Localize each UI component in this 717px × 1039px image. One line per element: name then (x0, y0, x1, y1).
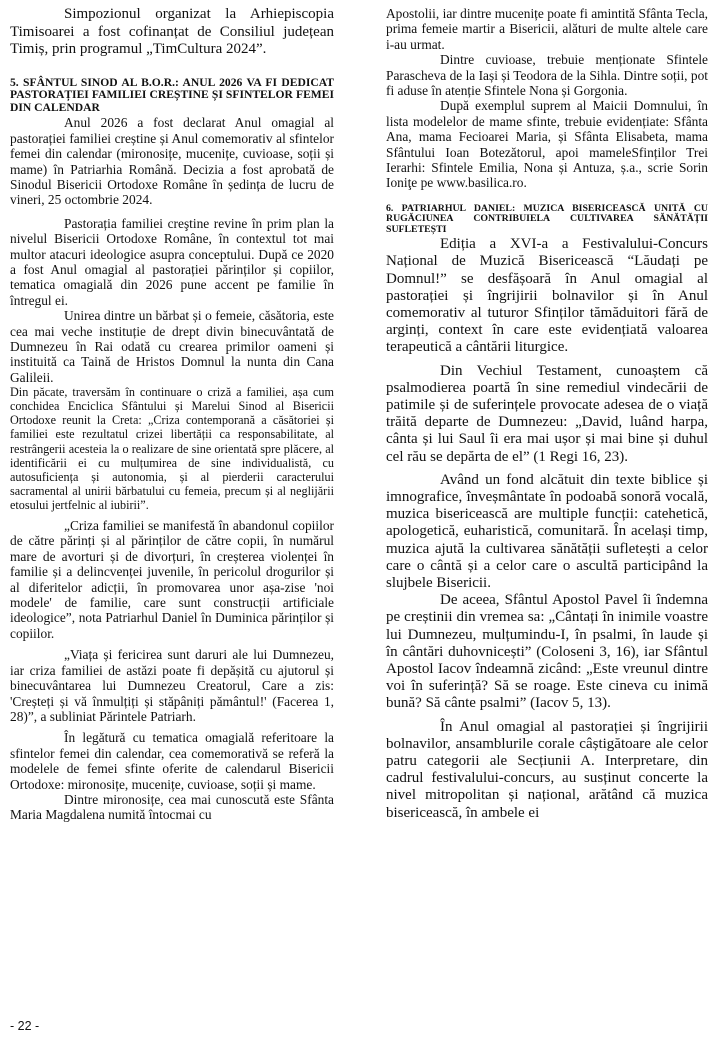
right-paragraph-4: Ediția a XVI-a a Festivalului-Concurs Național de Muzică Bisericească “Lăudați pe Domnul!” se desfășoară în Anul omagial al pastorației și îngrijirii bolnavilor și în Anul comemorativ al tuturor Sfinților tămăduitori fără de arginți, context în care este evidențiată valoarea terapeutică a cântării liturgice. (386, 236, 708, 356)
right-paragraph-7: De aceea, Sfântul Apostol Pavel îi îndemna pe creștinii din vremea sa: „Cântați în inimile voastre lui Dumnezeu, mulțumindu-I, în psalmi, în laude și în cântări duhovnicești” (Coloseni 3, 16), iar Sfântul Apostol Iacov îndeamnă zicând: „Este vreunul dintre voi în suferință? Să se roage. Este cineva cu inimă bună? Să cânte psalmi” (Iacov 5, 13). (386, 592, 708, 712)
left-column (10, 6, 334, 823)
left-paragraph-6: „Viața și fericirea sunt daruri ale lui Dumnezeu, iar criza familiei de astăzi poate fi depășită cu ajutorul și binecuvântarea lui Dumnezeu Creatorul, Care a zis: 'Creșteți și vă înmulțiți și stăpâniți pământul!' (Facerea 1, 28)”, a subliniat Părintele Patriarh. (10, 647, 334, 724)
left-paragraph-3: Unirea dintre un bărbat și o femeie, căsătoria, este cea mai veche instituție de drept divin binecuvântată de Dumnezeu în Rai odată cu crearea primilor oameni și instituită ca Taină de Hristos Domnul la nunta din Cana Galileii. (10, 308, 334, 385)
right-paragraph-2: Dintre cuvioase, trebuie menționate Sfintele Parascheva de la Iași și Teodora de la Sihla. Dintre soții, pot fi aduse în atenție Sfintele Nona și Gorgonia. (386, 52, 708, 99)
right-column (386, 6, 708, 822)
left-paragraph-4: Din păcate, traversăm în continuare o criză a familiei, așa cum conchidea Enciclica Sfântului și Marelui Sinod al Bisericii Ortodoxe reunit la Creta: „Criza contemporană a căsătoriei și familiei este rezultatul crizei libertății ca responsabilitate, al restrângerii acesteia la o realizare de sine orientată spre plăcere, al identificării ei cu mulțumirea de sine individualistă, cu autosuficiența și autonomia, și al pierderii caracterului sacramental al unirii bărbatului cu femeia, precum și al neglijării etosului jertfelnic al iubirii”. (10, 385, 334, 512)
left-paragraph-1: Anul 2026 a fost declarat Anul omagial al pastorației familiei creștine și Anul comemorativ al sfintelor femei din calendar (mironosițe, mucenițe, cuvioase, soții și mame) în Patriarhia Română. Decizia a fost aprobată de Sinodul Bisericii Ortodoxe Române în ședința de lucru de vineri, 25 octombrie 2024. (10, 115, 334, 208)
right-paragraph-5: Din Vechiul Testament, cunoaștem că psalmodierea poartă în sine remediul vindecării de patimile și de suferințele provocate adesea de o viață trăită departe de Dumnezeu: „David, luând harpa, cânta și lui Saul îi era mai ușor și mai bine și duhul cel rău se depărta de el” (1 Regi 16, 23). (386, 362, 708, 465)
section-6-heading: 6. PATRIARHUL DANIEL: MUZICA BISERICEASCĂ UNITĂ CU RUGĂCIUNEA CONTRIBUIELA CULTIVAREA SĂNĂTĂȚII SUFLETEȘTI (386, 202, 708, 235)
section-5-heading: 5. SFÂNTUL SINOD AL B.O.R.: ANUL 2026 VA FI DEDICAT PASTORAȚIEI FAMILIEI CREȘTINE ȘI SFINTELOR FEMEI DIN CALENDAR (10, 75, 334, 114)
left-paragraph-8: Dintre mironosițe, cea mai cunoscută este Sfânta Maria Magdalena numită întocmai cu (10, 791, 334, 823)
right-paragraph-1: Apostolii, iar dintre mucenițe poate fi amintită Sfânta Tecla, prima femeie martir a Bisericii, alături de multe altele care i-au urmat. (386, 6, 708, 52)
left-paragraph-5: „Criza familiei se manifestă în abandonul copiilor de către părinți și al părinților de către copii, în numărul mare de avorturi și de divorțuri, în creșterea violenței în familie și a delincvenței juvenile, în pericolul drogurilor și al diferitelor adicții, în promovarea unor așa-zise 'noi modele' de familie, care sunt construcții artificiale ideologice”, nota Patriarhul Daniel în Duminica părinților și copiilor. (10, 518, 334, 641)
right-paragraph-6: Având un fond alcătuit din texte biblice și imnografice, înveșmântate în podoabă sonoră vocală, muzica bisericească are multiple funcții: catehetică, apologetică, euharistică, comunitară. În același timp, muzica ajută la cultivarea sănătății sufletești a celor care o cântă și a celor care o ascultă participând la slujbele Bisericii. (386, 471, 708, 591)
right-paragraph-8: În Anul omagial al pastorației și îngrijirii bolnavilor, ansamblurile corale câștigătoare ale celor patru categorii ale Secțiunii A. Interpretare, din cadrul festivalului-concurs, au susținut concerte la nivel mitropolitan și național, arătând că muzica bisericească, în ambele ei (386, 718, 708, 821)
page-number: - 22 - (10, 1019, 40, 1033)
right-paragraph-3: După exemplul suprem al Maicii Domnului, în lista modelelor de mame sfinte, trebuie evidențiate: Sfânta Ana, mama Fecioarei Maria, și Sfânta Elisabeta, mama Sfântului Ioan Botezătorul, apoi mameleSfinților Trei Ierarhi: Sfintele Emilia, Nona și Antuza, ș.a., scrie Sorin Ioniţe pe www.basilica.ro. (386, 98, 708, 191)
left-paragraph-2: Pastorația familiei creştine revine în prim plan la nivelul Bisericii Ortodoxe Române, în contextul tot mai multor atacuri ideologice asupra conceptului. După ce 2020 a fost Anul omagial al pastorației părinților și copiilor, tematica omagială din 2026 pune accent pe familie în întregul ei. (10, 215, 334, 308)
intro-paragraph: Simpozionul organizat la Arhiepiscopia Timisoarei a fost cofinanțat de Consiliul județean Timiș, prin programul „TimCultura 2024”. (10, 6, 334, 57)
left-paragraph-7: În legătură cu tematica omagială referitoare la sfintelor femei din calendar, cea comemorativă se referă la modelele de femei sfinte oferite de calendarul Bisericii Ortodoxe: mironosițe, mucenițe, cuvioase, soții și mame. (10, 730, 334, 792)
